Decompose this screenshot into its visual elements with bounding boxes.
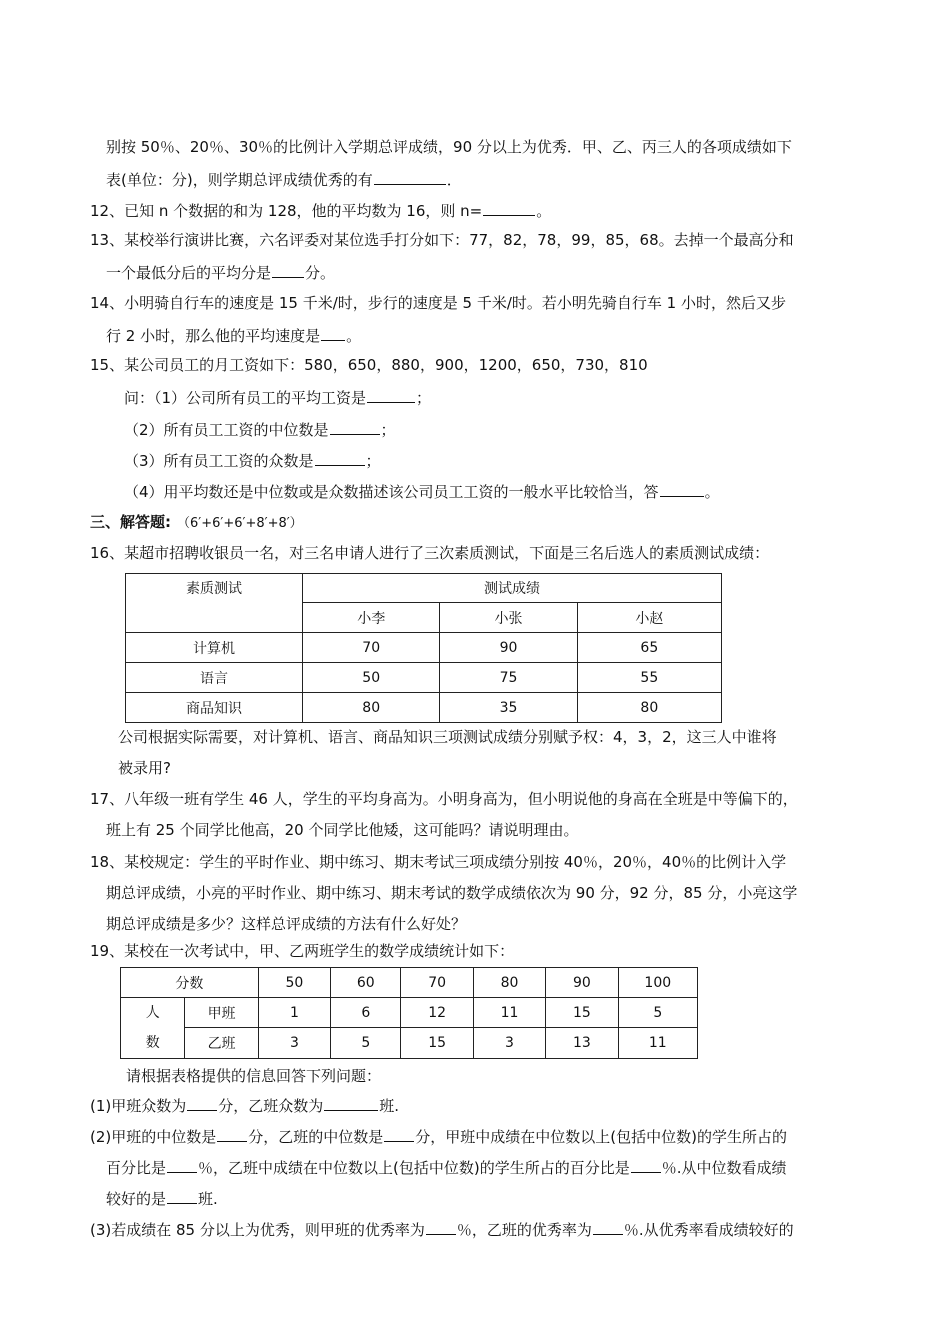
table-row: [126, 633, 722, 663]
answer-blank[interactable]: [367, 386, 415, 403]
text-line: 一个最低分后的平均分是: [106, 264, 272, 282]
text-line: (3)若成绩在 85 分以上为优秀，则甲班的优秀率为: [90, 1221, 425, 1239]
answer-blank[interactable]: [217, 1125, 247, 1142]
table-head-cell: 分数: [121, 968, 259, 998]
table-row: [121, 1028, 698, 1059]
text-line: ％，乙班的优秀率为: [456, 1221, 592, 1239]
text-line: 12、已知 n 个数据的和为 128，他的平均数为 16，则 n=: [90, 202, 483, 220]
answer-blank[interactable]: [483, 199, 535, 216]
text-line: ．: [446, 171, 462, 189]
answer-blank[interactable]: [374, 168, 446, 185]
row-label: 语言: [126, 663, 303, 693]
text-line: [124, 386, 431, 408]
table-cell: 15: [401, 1028, 473, 1059]
question-14: [90, 293, 786, 313]
text-line: 公司根据实际需要，对计算机、语言、商品知识三项测试成绩分别赋予权：4，3，2，这三人中谁将: [118, 728, 777, 746]
text-line: [106, 820, 578, 840]
table-head-cell: 80: [473, 968, 545, 998]
text-line: 被录用?: [118, 759, 171, 777]
text-line: 百分比是: [106, 1159, 167, 1177]
answer-blank[interactable]: [321, 324, 345, 341]
table-cell: 65: [577, 633, 721, 663]
row-group-label-part: 人: [145, 1005, 160, 1021]
text-line: 表(单位：分)，则学期总评成绩优秀的有: [106, 171, 373, 189]
text-line: 别按 50％、20％、30％的比例计入学期总评成绩，90 分以上为优秀．甲、乙、丙三人的各项成绩如下: [106, 138, 792, 156]
question-12: [90, 199, 551, 221]
text-line: 行 2 小时，那么他的平均速度是: [106, 327, 321, 345]
table-cell: 3: [258, 1028, 330, 1059]
text-line: 。: [704, 483, 720, 501]
question-17: [90, 789, 798, 809]
sub-question-2: [90, 1125, 787, 1147]
text-line: 期总评成绩，小亮的平时作业、期中练习、期末考试的数学成绩依次为 90 分，92 分，85 分，小亮这学: [106, 884, 798, 902]
text-line: 请根据表格提供的信息回答下列问题：: [126, 1067, 382, 1085]
text-line: 17、八年级一班有学生 46 人，学生的平均身高为。小明身高为，但小明说他的身高在全班是中等偏下的，: [90, 790, 798, 808]
text-line: [106, 168, 462, 190]
text-line: 班上有 25 个同学比他高，20 个同学比他矮，这可能吗？请说明理由。: [106, 821, 579, 839]
table-cell: 6: [331, 998, 401, 1028]
text-line: 班.: [379, 1097, 400, 1115]
table-row: [126, 693, 722, 723]
row-group-label: [121, 998, 185, 1059]
text-line: [124, 418, 396, 440]
text-line: 18、某校规定：学生的平时作业、期中练习、期末考试三项成绩分别按 40％，20％，40％的比例计入学: [90, 853, 787, 871]
text-line: 分，乙班众数为: [218, 1097, 324, 1115]
text-line: [106, 261, 335, 283]
table-cell: 13: [546, 1028, 618, 1059]
answer-blank[interactable]: [167, 1156, 197, 1173]
table-cell: 12: [401, 998, 473, 1028]
text-line: 14、小明骑自行车的速度是 15 千米/时，步行的速度是 5 千米/时。若小明先骑自行车 1 小时，然后又步: [90, 294, 786, 312]
answer-blank[interactable]: [187, 1094, 217, 1111]
text-line: [126, 1066, 381, 1086]
table-cell: 50: [303, 663, 440, 693]
table-class-scores: [120, 967, 698, 1059]
answer-blank[interactable]: [324, 1094, 378, 1111]
table-cell: 35: [440, 693, 577, 723]
text-line: [118, 727, 777, 747]
table-cell: 90: [440, 633, 577, 663]
text-line: ％.从优秀率看成绩较好的: [623, 1221, 794, 1239]
text-line: 分，甲班中成绩在中位数以上(包括中位数)的学生所占的: [415, 1128, 787, 1146]
table-cell: 80: [577, 693, 721, 723]
table-head-cell: 90: [546, 968, 618, 998]
question-16: [90, 543, 769, 563]
table-head-cell: 小张: [440, 603, 577, 633]
answer-blank[interactable]: [384, 1125, 414, 1142]
table-head-cell: 小李: [303, 603, 440, 633]
table-cell: 3: [473, 1028, 545, 1059]
text-line: [106, 914, 466, 934]
table-row: [126, 663, 722, 693]
text-line: [124, 480, 720, 502]
text-line: 。: [536, 202, 552, 220]
answer-blank[interactable]: [631, 1156, 661, 1173]
text-line: 分，乙班的中位数是: [248, 1128, 384, 1146]
table-head-cell: 测试成绩: [303, 574, 722, 603]
section-title: 三、解答题:: [90, 513, 171, 531]
row-label: 乙班: [185, 1028, 258, 1059]
sub-question-1: [90, 1094, 399, 1116]
table-cell: 5: [331, 1028, 401, 1059]
row-group-label-part: 数: [145, 1035, 160, 1051]
question-18: [90, 852, 786, 872]
question-13: [90, 230, 794, 250]
text-line: ；: [416, 389, 432, 407]
row-label: 甲班: [185, 998, 258, 1028]
text-line: （2）所有员工工资的中位数是: [124, 421, 329, 439]
text-line: 问：（1）公司所有员工的平均工资是: [124, 389, 367, 407]
text-line: [124, 449, 381, 471]
table-head-cell: 50: [258, 968, 330, 998]
table-cell: 11: [473, 998, 545, 1028]
text-line: 13、某校举行演讲比赛，六名评委对某位选手打分如下：77，82，78，99，85，68。去掉一个最高分和: [90, 231, 794, 249]
text-line: （3）所有员工工资的众数是: [124, 452, 314, 470]
table-cell: 11: [618, 1028, 697, 1059]
text-line: (2)甲班的中位数是: [90, 1128, 217, 1146]
text-line: ％.从中位数看成绩: [661, 1159, 787, 1177]
text-line: 16、某超市招聘收银员一名，对三名申请人进行了三次素质测试，下面是三名后选人的素质测试成绩：: [90, 544, 770, 562]
text-line: 较好的是: [106, 1190, 167, 1208]
table-cell: 70: [303, 633, 440, 663]
row-label: 计算机: [126, 633, 303, 663]
question-15: [90, 355, 648, 375]
table-head-cell: 素质测试: [126, 574, 303, 633]
text-line: 班.: [198, 1190, 218, 1208]
text-line: 期总评成绩是多少？这样总评成绩的方法有什么好处？: [106, 915, 467, 933]
table-cell: 15: [546, 998, 618, 1028]
text-line: [106, 1156, 787, 1178]
answer-blank[interactable]: [167, 1187, 197, 1204]
text-line: 。: [346, 327, 362, 345]
section-heading: [90, 512, 303, 534]
answer-blank[interactable]: [272, 261, 304, 278]
text-line: [106, 137, 792, 157]
table-head-cell: 70: [401, 968, 473, 998]
text-line: ；: [380, 421, 396, 439]
table-cell: 1: [258, 998, 330, 1028]
answer-blank[interactable]: [315, 449, 365, 466]
table-cell: 80: [303, 693, 440, 723]
text-line: （4）用平均数还是中位数或是众数描述该公司员工工资的一般水平比较恰当，答: [124, 483, 659, 501]
text-line: 分。: [305, 264, 336, 282]
table-cell: 5: [618, 998, 697, 1028]
table-head-cell: 60: [331, 968, 401, 998]
answer-blank[interactable]: [330, 418, 380, 435]
table-row: [121, 998, 698, 1028]
answer-blank[interactable]: [660, 480, 704, 497]
text-line: [118, 758, 171, 778]
text-line: (1)甲班众数为: [90, 1097, 187, 1115]
text-line: ％，乙班中成绩在中位数以上(包括中位数)的学生所占的百分比是: [198, 1159, 630, 1177]
text-line: 19、某校在一次考试中，甲、乙两班学生的数学成绩统计如下：: [90, 942, 515, 960]
table-cell: 55: [577, 663, 721, 693]
table-cell: 75: [440, 663, 577, 693]
row-label: 商品知识: [126, 693, 303, 723]
text-line: 15、某公司员工的月工资如下：580，650，880，900，1200，650，730，810: [90, 356, 648, 374]
question-19: [90, 941, 514, 961]
text-line: [106, 883, 797, 903]
answer-blank[interactable]: [426, 1218, 456, 1235]
section-points: （6′+6′+6′+8′+8′）: [177, 516, 303, 531]
table-head-cell: 小赵: [577, 603, 721, 633]
table-quality-test: [125, 573, 722, 723]
text-line: [106, 1187, 218, 1209]
table-head-cell: 100: [618, 968, 697, 998]
sub-question-3: [90, 1218, 794, 1240]
text-line: ；: [365, 452, 381, 470]
answer-blank[interactable]: [593, 1218, 623, 1235]
text-line: [106, 324, 361, 346]
